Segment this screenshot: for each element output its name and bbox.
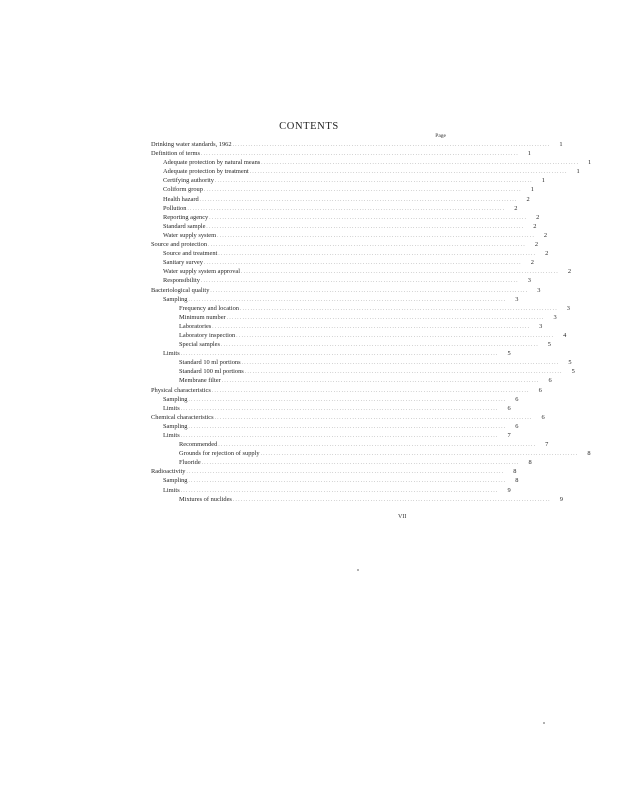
toc-entry-label: Fluoride	[179, 459, 201, 467]
toc-entry	[151, 286, 541, 295]
toc-entry-page-number: 5	[507, 350, 511, 358]
toc-entry-page-number: 2	[536, 213, 540, 221]
dot-leader: ........................................................................................................................	[214, 415, 533, 421]
toc-entry	[151, 158, 592, 167]
toc-entry-page-number: 6	[507, 404, 511, 412]
toc-entry-page-number: 1	[576, 168, 580, 176]
toc-entry-page-number: 9	[559, 495, 563, 503]
toc-entry	[151, 304, 570, 313]
page-folio: VII	[398, 514, 407, 520]
dot-leader: ........................................................................................................................	[180, 406, 499, 412]
dot-leader: ........................................................................................................................	[221, 379, 540, 385]
table-of-contents	[151, 140, 592, 504]
toc-entry-page-number: 2	[545, 250, 549, 258]
dot-leader: ........................................................................................................................	[199, 197, 518, 203]
dot-leader: ........................................................................................................................	[217, 233, 536, 239]
dot-leader: ........................................................................................................................	[180, 434, 499, 439]
toc-entry-label: Sampling	[163, 295, 188, 303]
toc-entry	[151, 376, 552, 385]
toc-entry	[151, 495, 563, 504]
toc-entry	[151, 140, 563, 149]
toc-entry	[151, 349, 511, 358]
dot-leader: ........................................................................................................................	[261, 161, 580, 167]
toc-entry	[151, 476, 519, 485]
toc-entry-label: Limits	[163, 432, 180, 439]
dot-leader: ........................................................................................................................	[180, 352, 499, 358]
toc-entry	[151, 213, 540, 222]
toc-entry-label: Membrane filter	[179, 377, 221, 385]
toc-entry	[151, 340, 551, 349]
toc-entry	[151, 240, 539, 249]
toc-entry-label: Physical characteristics	[151, 386, 211, 394]
toc-entry-label: Reporting agency	[163, 213, 209, 221]
dot-leader: ........................................................................................................................	[239, 306, 558, 312]
dot-leader: ........................................................................................................................	[236, 333, 555, 339]
dot-leader: ........................................................................................................................	[188, 424, 507, 430]
toc-entry-page-number: 3	[566, 304, 570, 312]
toc-entry-page-number: 6	[548, 377, 552, 385]
toc-entry	[151, 204, 518, 213]
toc-entry	[151, 404, 511, 413]
toc-entry	[151, 222, 537, 231]
dot-leader: ........................................................................................................................	[214, 179, 533, 185]
toc-entry-label: Water supply system approval	[163, 268, 241, 276]
dot-leader: ........................................................................................................................	[180, 488, 499, 494]
dot-leader: ........................................................................................................................	[226, 315, 545, 321]
toc-entry-label: Radioactivity	[151, 468, 186, 476]
toc-entry-label: Minimum number	[179, 313, 226, 321]
dot-leader: ........................................................................................................................	[203, 261, 522, 267]
toc-entry-label: Health hazard	[163, 195, 199, 203]
toc-entry-label: Water supply system	[163, 231, 217, 239]
dot-leader: ........................................................................................................................	[188, 397, 507, 403]
toc-entry-label: Limits	[163, 404, 180, 412]
toc-entry-page-number: 1	[527, 150, 531, 158]
toc-entry-label: Bacteriological quality	[151, 286, 210, 294]
scan-speck	[357, 569, 359, 571]
dot-leader: ........................................................................................................................	[232, 497, 551, 503]
toc-entry-page-number: 6	[541, 413, 545, 421]
toc-entry-label: Recommended	[179, 441, 218, 449]
toc-entry	[151, 458, 532, 467]
dot-leader: ........................................................................................................................	[218, 252, 537, 258]
toc-entry	[151, 331, 567, 340]
toc-entry-label: Grounds for rejection of supply	[179, 450, 260, 458]
toc-entry-label: Drinking water standards, 1962	[151, 141, 232, 148]
toc-entry-label: Adequate protection by natural means	[163, 159, 261, 167]
toc-entry-label: Limits	[163, 486, 180, 494]
toc-entry-page-number: 7	[507, 432, 511, 439]
dot-leader: ........................................................................................................................	[200, 279, 519, 285]
toc-entry-label: Special samples	[179, 341, 220, 349]
toc-entry-label: Certifying authority	[163, 177, 214, 185]
toc-entry	[151, 422, 519, 431]
toc-entry	[151, 486, 511, 495]
dot-leader: ........................................................................................................................	[188, 479, 507, 485]
toc-entry	[151, 258, 534, 267]
toc-entry	[151, 367, 575, 376]
toc-entry-page-number: 6	[515, 395, 519, 403]
dot-leader: ........................................................................................................................	[206, 224, 525, 230]
dot-leader: ........................................................................................................................	[244, 370, 563, 376]
toc-entry	[151, 413, 545, 422]
toc-entry	[151, 267, 572, 276]
toc-entry-page-number: 3	[539, 322, 543, 330]
toc-entry-page-number: 1	[588, 159, 592, 167]
toc-entry-page-number: 2	[543, 231, 548, 239]
toc-entry-label: Standard 10 ml portions	[179, 359, 241, 367]
toc-entry-page-number: 8	[587, 450, 591, 458]
dot-leader: ........................................................................................................................	[208, 243, 527, 249]
toc-entry-label: Frequency and location	[179, 304, 239, 312]
toc-entry-page-number: 3	[515, 295, 519, 303]
dot-leader: ........................................................................................................................	[211, 388, 530, 394]
toc-entry-page-number: 2	[534, 241, 539, 249]
toc-entry-page-number: 6	[515, 422, 519, 430]
toc-entry-page-number: 5	[568, 359, 572, 367]
toc-entry	[151, 467, 517, 476]
toc-entry	[151, 231, 548, 240]
toc-entry	[151, 358, 572, 367]
toc-entry-label: Adequate protection by treatment	[163, 168, 249, 176]
toc-entry-page-number: 1	[559, 141, 563, 148]
toc-entry	[151, 295, 519, 304]
toc-entry-page-number: 2	[514, 204, 518, 212]
toc-entry-label: Source and treatment	[163, 250, 218, 258]
toc-entry-page-number: 3	[527, 277, 531, 285]
toc-entry	[151, 276, 531, 285]
toc-entry-label: Sampling	[163, 422, 188, 430]
page-column-header: Page	[435, 133, 446, 139]
toc-entry-page-number: 2	[526, 195, 530, 203]
toc-entry-label: Standard 100 ml portions	[179, 368, 244, 376]
dot-leader: ........................................................................................................................	[212, 324, 531, 330]
dot-leader: ........................................................................................................................	[188, 297, 507, 303]
toc-entry-page-number: 2	[533, 222, 537, 230]
toc-entry-page-number: 5	[571, 368, 575, 376]
toc-entry-page-number: 5	[547, 341, 551, 349]
toc-entry-label: Standard sample	[163, 222, 206, 230]
dot-leader: ........................................................................................................................	[186, 470, 505, 476]
dot-leader: ........................................................................................................................	[201, 461, 520, 467]
contents-title: CONTENTS	[279, 121, 339, 132]
dot-leader: ........................................................................................................................	[221, 343, 539, 349]
dot-leader: ........................................................................................................................	[187, 206, 506, 212]
toc-entry-label: Laboratories	[179, 322, 212, 330]
toc-entry-page-number: 9	[507, 486, 511, 494]
dot-leader: ........................................................................................................................	[241, 361, 560, 367]
toc-entry-label: Limits	[163, 350, 180, 358]
toc-entry	[151, 167, 580, 176]
dot-leader: ........................................................................................................................	[249, 170, 568, 176]
toc-entry-page-number: 2	[567, 268, 572, 276]
dot-leader: ........................................................................................................................	[209, 215, 528, 221]
toc-entry-page-number: 4	[563, 331, 567, 339]
toc-entry-label: Chemical characteristics	[151, 413, 214, 421]
toc-entry	[151, 149, 531, 158]
toc-entry	[151, 249, 549, 258]
dot-leader: ........................................................................................................................	[232, 143, 551, 148]
toc-entry-page-number: 2	[530, 259, 534, 267]
toc-entry-label: Laboratory inspection	[179, 331, 236, 339]
toc-entry-page-number: 8	[528, 459, 532, 467]
toc-entry	[151, 395, 519, 404]
toc-entry	[151, 386, 542, 395]
dot-leader: ........................................................................................................................	[201, 152, 519, 158]
dot-leader: ........................................................................................................................	[241, 270, 560, 276]
toc-entry	[151, 431, 511, 440]
toc-entry	[151, 449, 591, 458]
toc-entry-label: Sampling	[163, 477, 188, 485]
toc-entry	[151, 195, 530, 204]
toc-entry-page-number: 8	[515, 477, 519, 485]
toc-entry-page-number: 1	[541, 177, 545, 185]
toc-entry-label: Definition of terms	[151, 150, 200, 158]
toc-entry-label: Mixtures of nuclides	[179, 495, 232, 503]
toc-entry-label: Responsibility	[163, 277, 200, 285]
toc-entry-label: Sanitary survey	[163, 259, 203, 267]
toc-entry	[151, 322, 543, 331]
toc-entry-label: Coliform group	[163, 186, 203, 194]
dot-leader: ........................................................................................................................	[203, 188, 522, 194]
toc-entry-label: Sampling	[163, 395, 188, 403]
dot-leader: ........................................................................................................................	[210, 288, 529, 294]
dot-leader: ........................................................................................................................	[260, 452, 579, 458]
toc-entry-page-number: 7	[545, 441, 549, 449]
toc-entry	[151, 440, 549, 449]
toc-entry-page-number: 1	[530, 186, 534, 194]
scan-speck	[543, 722, 545, 724]
toc-entry	[151, 176, 545, 185]
toc-entry-page-number: 6	[538, 386, 542, 394]
toc-entry-page-number: 8	[513, 468, 517, 476]
toc-entry-label: Pollution	[163, 204, 187, 212]
dot-leader: ........................................................................................................................	[218, 443, 537, 449]
toc-entry	[151, 313, 557, 322]
toc-entry-page-number: 3	[553, 313, 557, 321]
toc-entry-page-number: 3	[537, 286, 541, 294]
toc-entry-label: Source and protection	[151, 241, 208, 249]
toc-entry	[151, 185, 534, 194]
